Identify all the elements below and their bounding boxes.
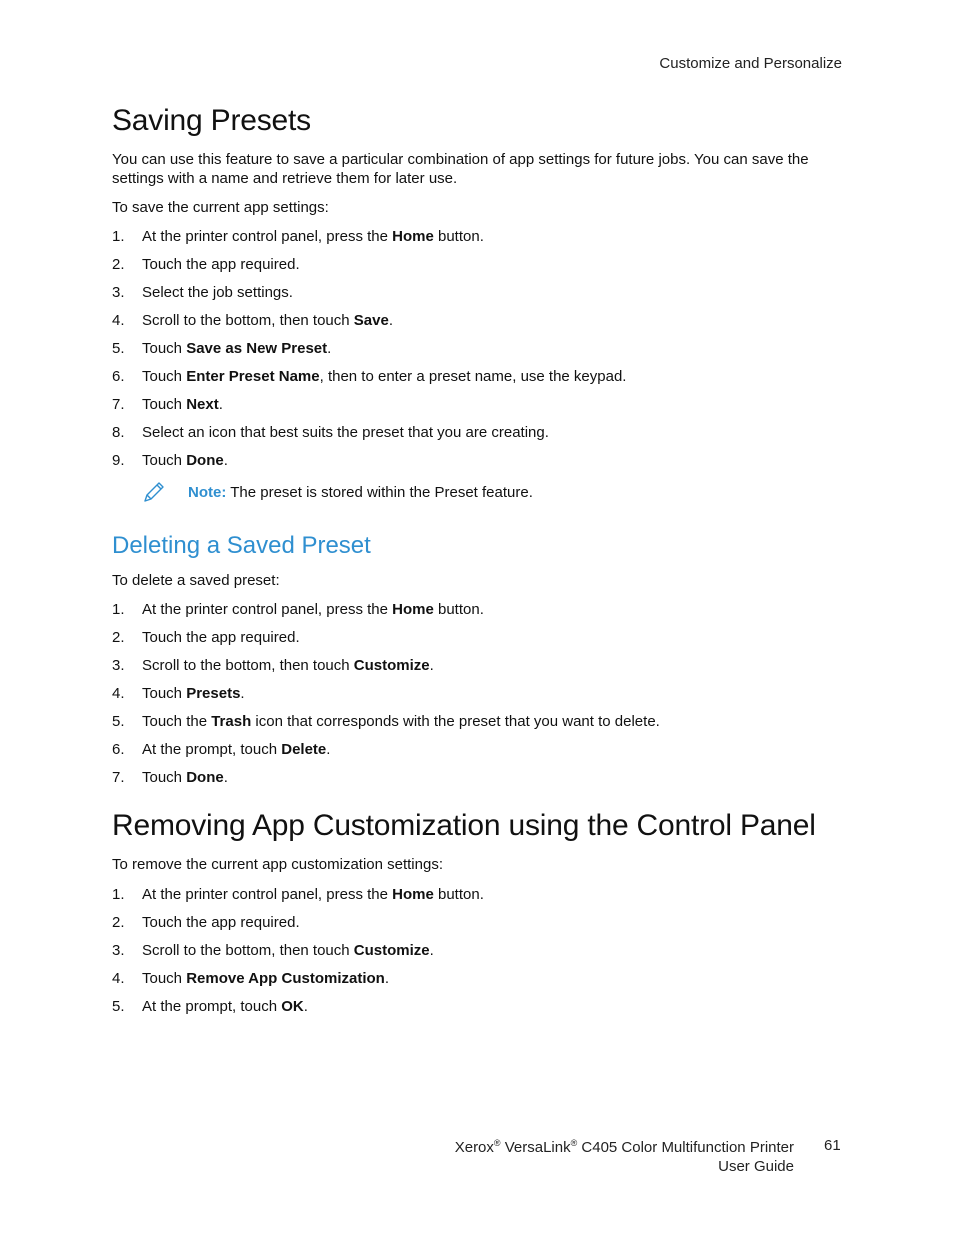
step-item xyxy=(112,768,660,796)
removing-customization-title: Removing App Customization using the Control Panel xyxy=(112,809,816,842)
step-text: Touch the app required. xyxy=(142,256,300,273)
step-item xyxy=(112,740,660,768)
step-item xyxy=(112,969,484,997)
step-ui-term: Customize xyxy=(353,942,430,959)
step-ui-term: Home xyxy=(392,228,434,245)
step-ui-term: Home xyxy=(392,601,434,618)
deleting-lead: To delete a saved preset: xyxy=(112,572,280,589)
step-number: 1. xyxy=(112,886,125,903)
step-item xyxy=(112,656,660,684)
footer-reg-mark: ® xyxy=(493,1138,501,1148)
step-number: 2. xyxy=(112,629,125,646)
step-number: 4. xyxy=(112,970,125,987)
step-text: Touch the app required. xyxy=(142,914,300,931)
step-text: Touch xyxy=(142,452,187,469)
step-text-tail: , then to enter a preset name, use the keypad. xyxy=(319,368,627,385)
deleting-preset-heading: Deleting a Saved Preset xyxy=(112,532,371,559)
step-text-tail: . xyxy=(388,312,394,329)
step-text: At the printer control panel, press the xyxy=(142,886,393,903)
step-text-tail: . xyxy=(223,452,228,469)
saving-presets-title: Saving Presets xyxy=(112,104,311,137)
step-number: 1. xyxy=(112,601,125,618)
step-ui-term: Trash xyxy=(211,713,252,730)
step-text: Touch xyxy=(142,970,187,987)
step-number: 1. xyxy=(112,228,125,245)
step-item xyxy=(112,283,626,311)
step-text-tail: . xyxy=(429,657,434,674)
step-number: 5. xyxy=(112,713,125,730)
step-ui-term: Home xyxy=(392,886,434,903)
step-item xyxy=(112,913,484,941)
step-text-tail: button. xyxy=(433,886,484,903)
step-text-tail: . xyxy=(384,970,390,987)
step-text: Touch xyxy=(142,368,187,385)
step-text: Select an icon that best suits the preset that you are creating. xyxy=(142,424,549,441)
footer-model: C405 Color Multifunction Printer xyxy=(577,1139,794,1156)
step-number: 7. xyxy=(112,769,125,786)
step-number: 2. xyxy=(112,914,125,931)
step-ui-term: Delete xyxy=(281,741,327,758)
step-item xyxy=(112,997,484,1025)
footer-product-name: VersaLink xyxy=(500,1139,571,1156)
removing-steps-list xyxy=(112,885,484,1025)
step-number: 5. xyxy=(112,340,125,357)
step-number: 4. xyxy=(112,312,125,329)
step-text-tail: . xyxy=(326,741,331,758)
footer-reg-mark: ® xyxy=(570,1138,578,1148)
step-text: Touch the app required. xyxy=(142,629,300,646)
pencil-icon xyxy=(142,480,166,504)
step-text: At the prompt, touch xyxy=(142,998,282,1015)
step-number: 4. xyxy=(112,685,125,702)
step-number: 8. xyxy=(112,424,125,441)
step-ui-term: Next xyxy=(186,396,219,413)
saving-intro: You can use this feature to save a particular combination of app settings for future jobs. You can save the settings with a name and retrieve them for later use. xyxy=(112,151,809,187)
step-number: 7. xyxy=(112,396,125,413)
step-text-tail: . xyxy=(429,942,434,959)
saving-lead: To save the current app settings: xyxy=(112,199,329,216)
step-text: Touch xyxy=(142,340,187,357)
step-ui-term: Customize xyxy=(353,657,430,674)
step-text: At the prompt, touch xyxy=(142,741,282,758)
step-text-tail: . xyxy=(327,340,332,357)
step-text: Scroll to the bottom, then touch xyxy=(142,312,354,329)
step-ui-term: Save as New Preset xyxy=(186,340,328,357)
step-text: At the printer control panel, press the xyxy=(142,601,393,618)
saving-steps-list xyxy=(112,227,626,479)
step-number: 3. xyxy=(112,657,125,674)
step-number: 3. xyxy=(112,942,125,959)
step-ui-term: Enter Preset Name xyxy=(186,368,320,385)
step-item xyxy=(112,395,626,423)
step-text-tail: . xyxy=(240,685,245,702)
step-text: Scroll to the bottom, then touch xyxy=(142,657,354,674)
footer-brand: Xerox xyxy=(454,1139,494,1156)
step-number: 3. xyxy=(112,284,125,301)
step-ui-term: Done xyxy=(186,769,224,786)
step-ui-term: Done xyxy=(186,452,224,469)
step-item xyxy=(112,423,626,451)
step-ui-term: OK xyxy=(281,998,304,1015)
step-item xyxy=(112,367,626,395)
step-text: Select the job settings. xyxy=(142,284,293,301)
running-header: Customize and Personalize xyxy=(659,55,842,72)
footer-product xyxy=(455,1138,794,1176)
deleting-steps-list xyxy=(112,600,660,796)
step-text: Touch xyxy=(142,769,187,786)
step-text-tail: . xyxy=(303,998,308,1015)
step-ui-term: Remove App Customization xyxy=(186,970,385,987)
note-text: The preset is stored within the Preset feature. xyxy=(226,484,533,501)
step-text: Touch the xyxy=(142,713,212,730)
step-item xyxy=(112,255,626,283)
footer-doc-title: User Guide xyxy=(718,1158,794,1175)
page-number: 61 xyxy=(824,1137,841,1154)
step-number: 2. xyxy=(112,256,125,273)
step-text-tail: . xyxy=(218,396,223,413)
step-item xyxy=(112,600,660,628)
step-number: 5. xyxy=(112,998,125,1015)
step-item xyxy=(112,227,626,255)
step-number: 6. xyxy=(112,368,125,385)
step-item xyxy=(112,339,626,367)
note-label: Note: xyxy=(188,484,227,501)
step-text: At the printer control panel, press the xyxy=(142,228,393,245)
step-text-tail: . xyxy=(223,769,228,786)
step-item xyxy=(112,941,484,969)
step-text: Touch xyxy=(142,685,187,702)
step-item xyxy=(112,712,660,740)
step-text-tail: button. xyxy=(433,228,484,245)
step-number: 9. xyxy=(112,452,125,469)
step-text-tail: icon that corresponds with the preset that you want to delete. xyxy=(251,713,660,730)
step-item xyxy=(112,885,484,913)
step-item xyxy=(112,628,660,656)
step-ui-term: Presets xyxy=(186,685,241,702)
step-item xyxy=(112,684,660,712)
removing-lead: To remove the current app customization settings: xyxy=(112,856,443,873)
step-text: Scroll to the bottom, then touch xyxy=(142,942,354,959)
step-text-tail: button. xyxy=(433,601,484,618)
step-text: Touch xyxy=(142,396,187,413)
step-number: 6. xyxy=(112,741,125,758)
step-item xyxy=(112,451,626,479)
step-item xyxy=(112,311,626,339)
step-ui-term: Save xyxy=(353,312,389,329)
